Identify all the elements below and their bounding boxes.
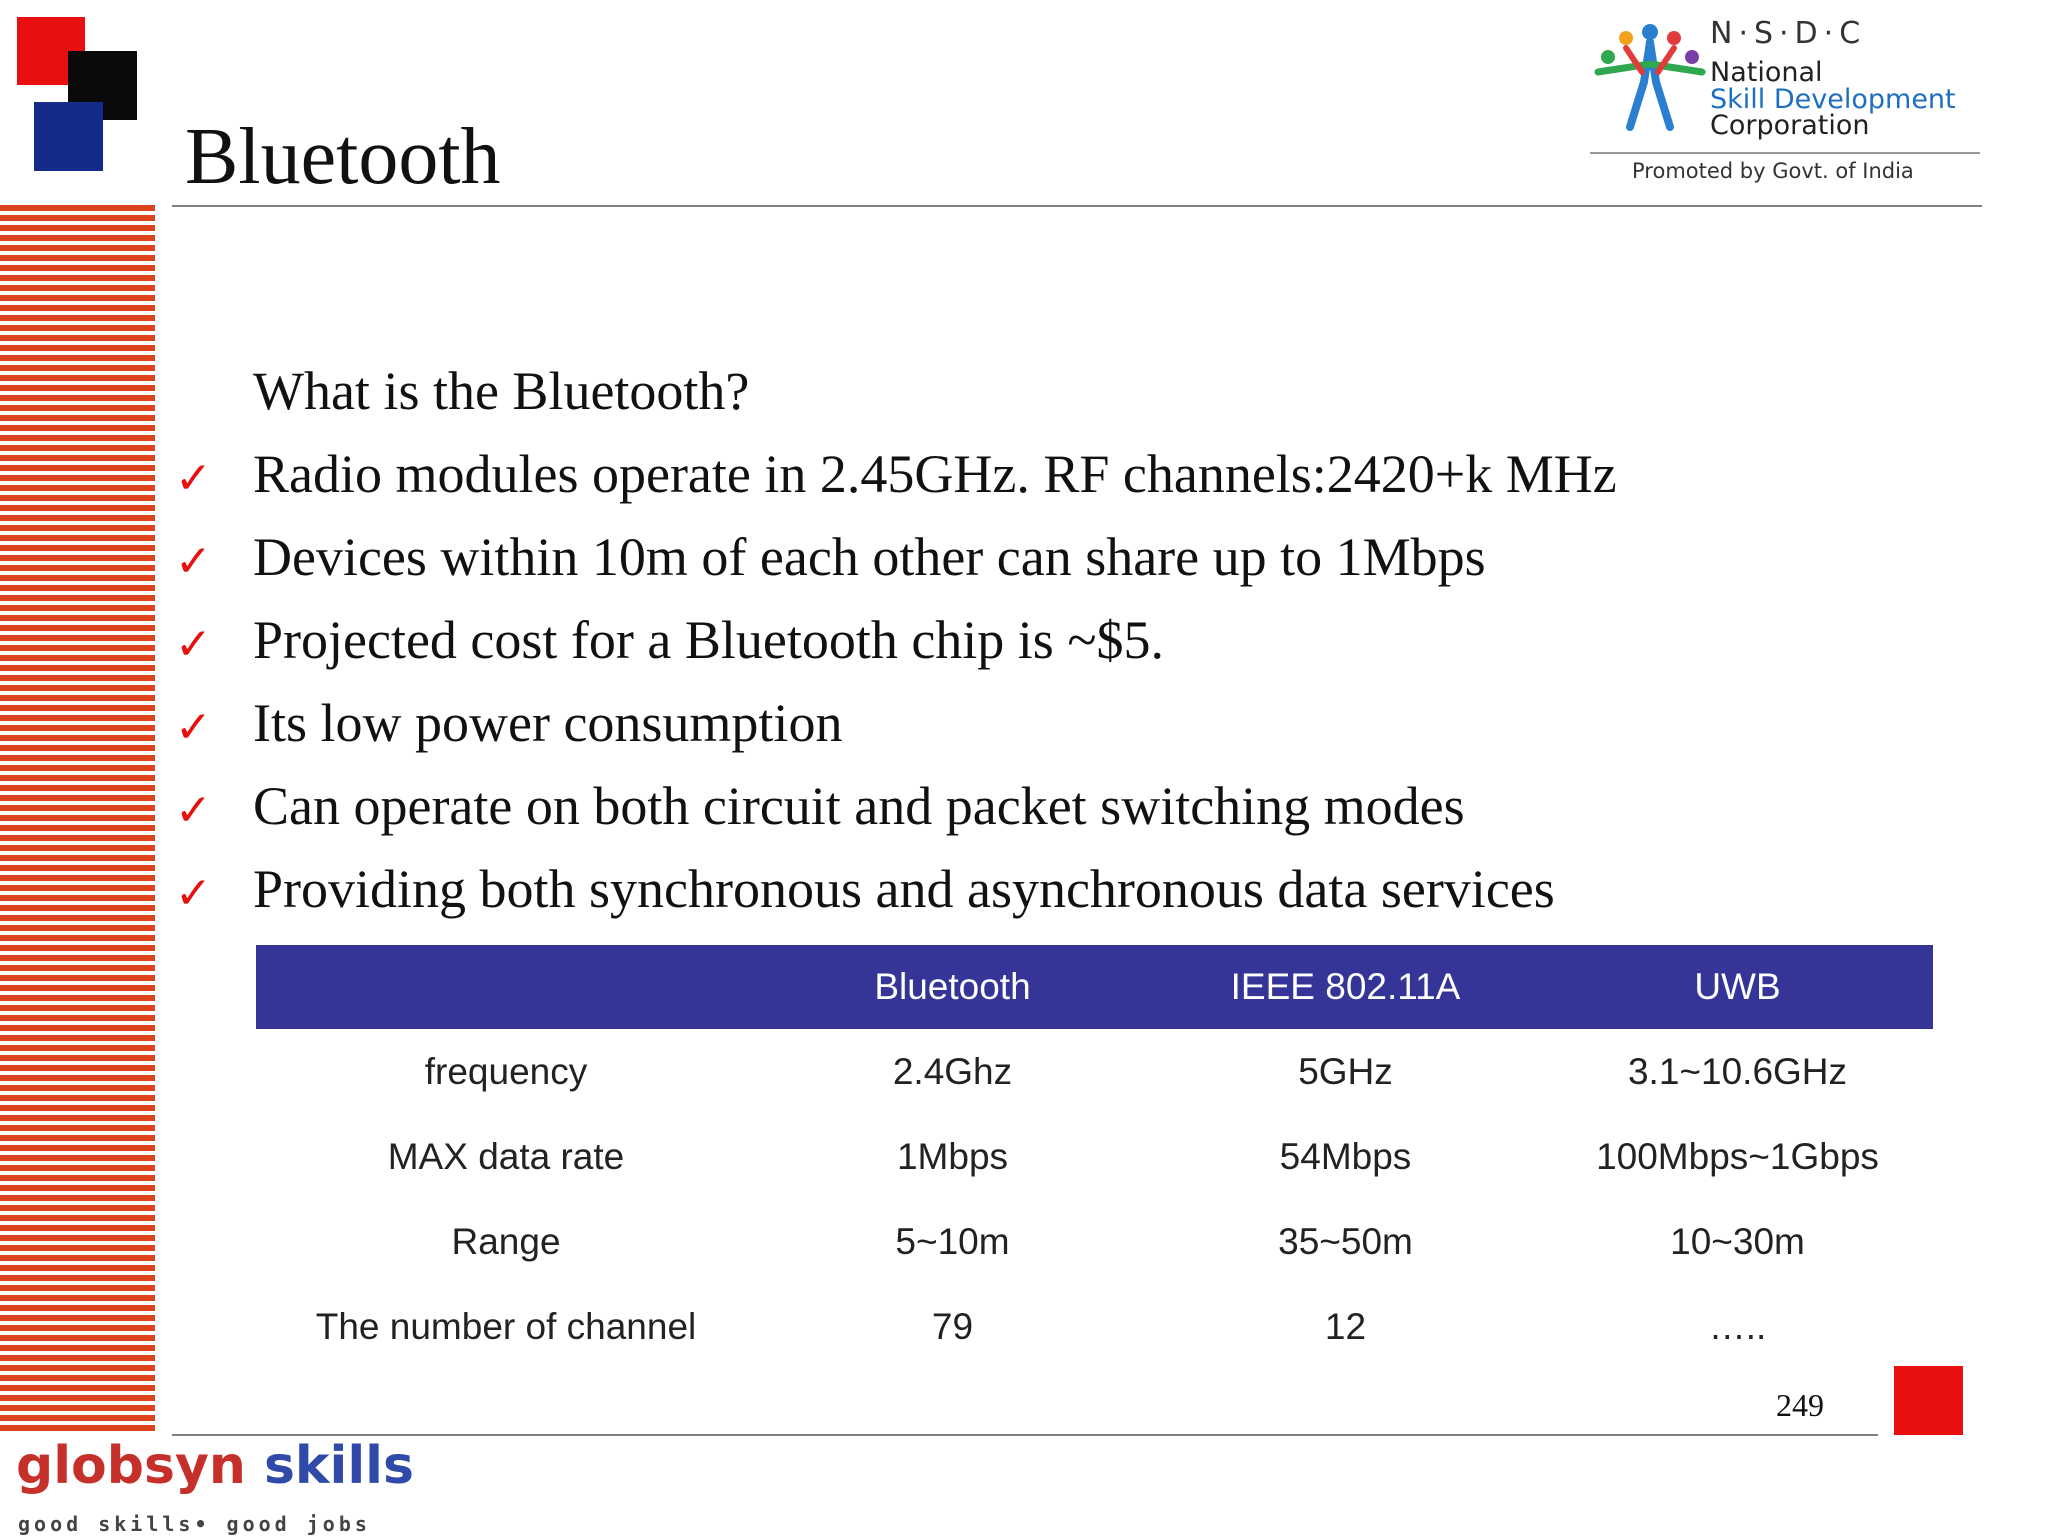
nsdc-name-line3: Corporation [1710, 110, 1870, 141]
table-header-cell [256, 945, 756, 1029]
bullet-item [175, 516, 1775, 599]
table-row [256, 1284, 1933, 1369]
table-cell: 100Mbps~1Gbps [1596, 1135, 1879, 1177]
table-cell: MAX data rate [387, 1135, 625, 1177]
globsyn-logo [16, 1436, 414, 1496]
bullet-item [175, 682, 1775, 765]
bullet-item [175, 765, 1775, 848]
check-icon: ✓ [175, 785, 212, 836]
table-cell: 5~10m [895, 1220, 1010, 1262]
bullet-text: Radio modules operate in 2.45GHz. RF channels:2420+k MHz [253, 444, 1617, 504]
table-header-cell: IEEE 802.11A [1149, 945, 1542, 1029]
table-cell: Range [451, 1220, 561, 1262]
table-cell: 54Mbps [1279, 1135, 1412, 1177]
slide-title: Bluetooth [185, 113, 501, 201]
table-row [256, 1029, 1933, 1114]
bullet-intro-text: What is the Bluetooth? [253, 361, 750, 421]
table-header-row [256, 945, 1933, 1029]
table-cell: The number of channel [315, 1305, 697, 1347]
table-cell: 3.1~10.6GHz [1627, 1050, 1848, 1092]
decor-square-red-bottom [1894, 1366, 1963, 1435]
footer-divider [172, 1434, 1878, 1436]
page-number: 249 [1776, 1387, 1824, 1423]
table-cell: 2.4Ghz [892, 1050, 1013, 1092]
title-divider [172, 205, 1982, 207]
decor-stripe-bar [0, 205, 155, 1435]
table-cell: 5GHz [1298, 1050, 1393, 1092]
table-cell: ….. [1708, 1305, 1767, 1347]
check-icon: ✓ [175, 619, 212, 670]
globsyn-tagline: good skills• good jobs [18, 1512, 371, 1536]
bullet-item [175, 433, 1775, 516]
nsdc-abbreviation: N·S·D·C [1710, 16, 1867, 51]
bullet-text: Can operate on both circuit and packet switching modes [253, 776, 1465, 836]
decor-square-blue [34, 102, 103, 171]
table-cell: frequency [424, 1050, 588, 1092]
bullet-item [175, 599, 1775, 682]
table-cell: 10~30m [1670, 1220, 1805, 1262]
table-row [256, 1114, 1933, 1199]
table-header-cell: Bluetooth [756, 945, 1149, 1029]
nsdc-promoted-text: Promoted by Govt. of India [1632, 159, 1914, 183]
bullet-item [175, 848, 1775, 931]
table-row [256, 1199, 1933, 1284]
bullet-text: Projected cost for a Bluetooth chip is ~$5. [253, 610, 1165, 670]
comparison-table [256, 945, 1933, 1369]
logo-divider [1590, 152, 1980, 154]
table-cell: 12 [1324, 1305, 1367, 1347]
check-icon: ✓ [175, 453, 212, 504]
table-header-cell: UWB [1542, 945, 1933, 1029]
bullet-list [175, 350, 1775, 931]
table-cell: 79 [931, 1305, 974, 1347]
bullet-intro [175, 350, 1775, 433]
bullet-text: Devices within 10m of each other can share up to 1Mbps [253, 527, 1486, 587]
bullet-text: Its low power consumption [253, 693, 843, 753]
nsdc-name-line1: National [1710, 57, 1823, 88]
table-cell: 35~50m [1278, 1220, 1413, 1262]
nsdc-name-line2: Skill Development [1710, 84, 1956, 115]
globsyn-logo-part2: skills [245, 1436, 414, 1496]
bullet-text: Providing both synchronous and asynchronous data services [253, 859, 1555, 919]
check-icon: ✓ [175, 536, 212, 587]
nsdc-logo [1590, 12, 1980, 192]
nsdc-figures-icon [1590, 12, 1710, 142]
table-cell: 1Mbps [896, 1135, 1009, 1177]
globsyn-logo-part1: globsyn [16, 1436, 246, 1496]
check-icon: ✓ [175, 702, 212, 753]
check-icon: ✓ [175, 868, 212, 919]
